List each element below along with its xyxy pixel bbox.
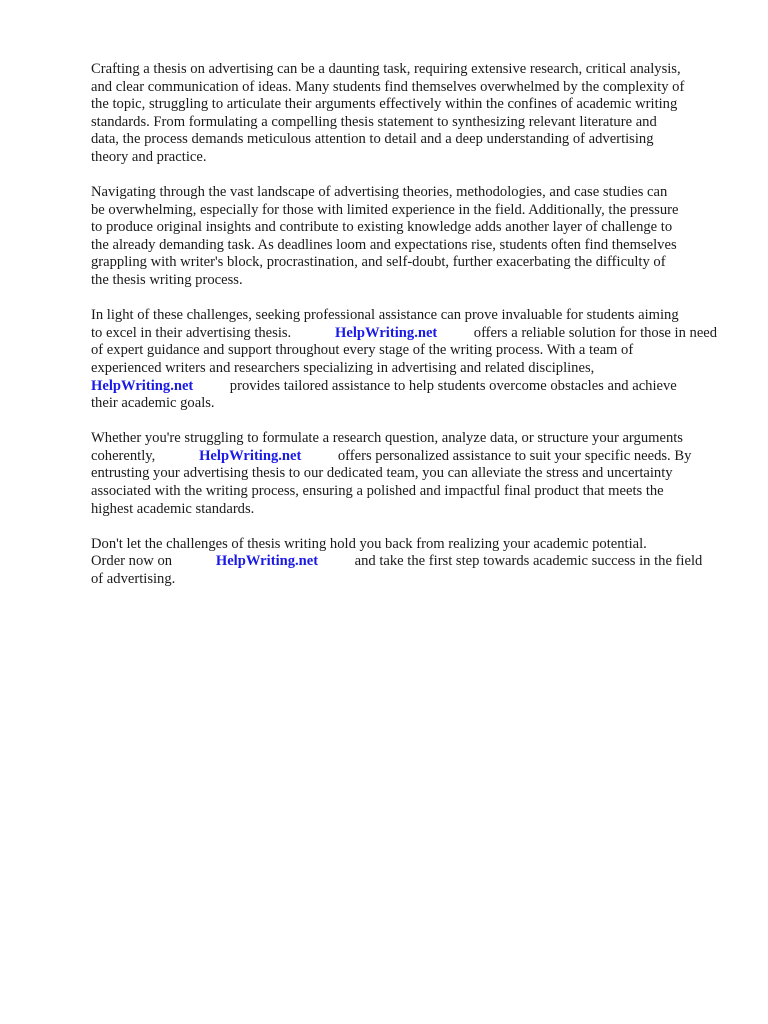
paragraph [91, 536, 731, 589]
text-line [91, 553, 731, 571]
text-run: Crafting a thesis on advertising can be a daunting task, requiring extensive research, critical analysis, [91, 61, 681, 77]
text-run: offers a reliable solution for those in need [473, 324, 718, 341]
text-line [91, 483, 731, 501]
helpwriting-link[interactable]: HelpWriting.net [199, 447, 302, 464]
text-line [91, 378, 731, 396]
text-line [91, 395, 731, 413]
text-line [91, 448, 731, 466]
text-line [91, 131, 731, 149]
text-run: Navigating through the vast landscape of advertising theories, methodologies, and case studies can [91, 184, 668, 201]
paragraph [91, 61, 731, 167]
text-run: the already demanding task. As deadlines loom and expectations rise, students often find themselves [91, 236, 677, 253]
text-run: to produce original insights and contribute to existing knowledge adds another layer of challenge to [91, 219, 673, 236]
text-run: be overwhelming, especially for those with limited experience in the field. Additionally, the pressure [91, 201, 679, 218]
text-run: and take the first step towards academic success in the field [354, 553, 703, 570]
paragraph [91, 184, 731, 290]
text-line [91, 325, 731, 343]
text-run: In light of these challenges, seeking professional assistance can prove invaluable for students aiming [91, 307, 679, 324]
text-run: Whether you're struggling to formulate a research question, analyze data, or structure your arguments [91, 430, 683, 447]
paragraph [91, 430, 731, 518]
text-line [91, 360, 731, 378]
document-body [91, 61, 731, 606]
text-line [91, 430, 731, 448]
text-line [91, 342, 731, 360]
text-run: offers personalized assistance to suit your specific needs. By [337, 447, 692, 464]
text-line [91, 114, 731, 132]
text-line [91, 272, 731, 290]
text-line [91, 237, 731, 255]
text-run: of advertising. [91, 570, 176, 587]
helpwriting-link[interactable]: HelpWriting.net [91, 377, 194, 394]
text-run: theory and practice. [91, 148, 207, 165]
text-run: of expert guidance and support throughout every stage of the writing process. With a team of [91, 342, 634, 359]
paragraph [91, 307, 731, 413]
text-line [91, 202, 731, 220]
text-line [91, 79, 731, 97]
text-run: entrusting your advertising thesis to our dedicated team, you can alleviate the stress and uncertainty [91, 465, 673, 482]
text-line [91, 571, 731, 589]
text-line [91, 501, 731, 519]
text-run: coherently, [91, 447, 156, 464]
text-line [91, 149, 731, 167]
text-line [91, 96, 731, 114]
helpwriting-link[interactable]: HelpWriting.net [215, 553, 319, 570]
text-run: to excel in their advertising thesis. [91, 324, 292, 341]
text-run: associated with the writing process, ensuring a polished and impactful final product that meets the [91, 482, 664, 499]
text-line [91, 61, 731, 79]
text-line [91, 184, 731, 202]
text-run: their academic goals. [91, 395, 215, 412]
text-run: the topic, struggling to articulate their arguments effectively within the confines of academic writing [91, 96, 678, 113]
text-run: Order now on [91, 553, 173, 570]
text-line [91, 536, 731, 554]
text-run: data, the process demands meticulous attention to detail and a deep understanding of advertising [91, 131, 654, 148]
text-line [91, 219, 731, 237]
text-run: experienced writers and researchers specializing in advertising and related disciplines, [91, 359, 595, 376]
text-run: Don't let the challenges of thesis writing hold you back from realizing your academic potential. [91, 535, 647, 552]
text-run: highest academic standards. [91, 500, 255, 517]
helpwriting-link[interactable]: HelpWriting.net [335, 324, 438, 341]
text-run: standards. From formulating a compelling thesis statement to synthesizing relevant literature and [91, 113, 657, 130]
text-line [91, 465, 731, 483]
text-run: grappling with writer's block, procrastination, and self-doubt, further exacerbating the difficulty of [91, 254, 666, 271]
text-run: the thesis writing process. [91, 272, 243, 289]
text-run: and clear communication of ideas. Many students find themselves overwhelmed by the complexity of [91, 78, 685, 95]
text-line [91, 254, 731, 272]
text-line [91, 307, 731, 325]
text-run: provides tailored assistance to help students overcome obstacles and achieve [229, 377, 677, 394]
